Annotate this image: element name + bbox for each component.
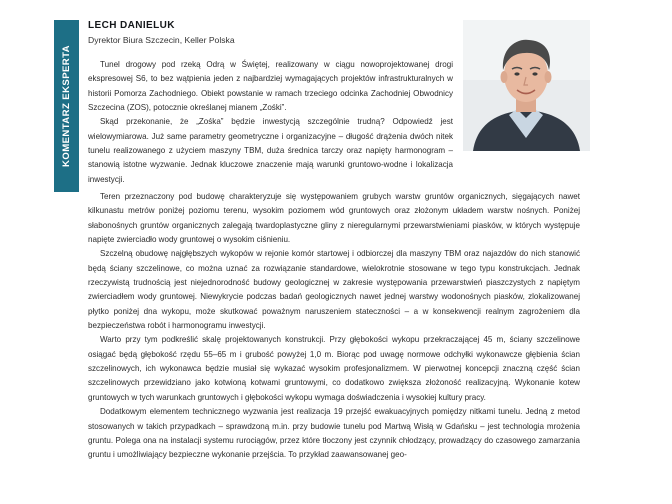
body-paragraph: Teren przeznaczony pod budowę charakteryzuje się występowaniem grubych warstw gruntów organicznych, sięgających nawet kilkunastu metrów poniżej poziomu terenu, wysokim poziomem wód gruntowych oraz złożonym układem warstw nośnych. Poniżej słabonośnych gruntów organicznych zalegają twardoplastyczne gliny z nieregularnymi przewarstwieniami piasków, w których występuje napięte zwierciadło wody gruntowej o wysokim ciśnieniu. xyxy=(88,192,580,245)
intro-paragraph: Skąd przekonanie, że „Zośka” będzie inwestycją szczególnie trudną? Odpowiedź jest wielowymiarowa. Już same parametry geometryczne i organizacyjne – długość drążenia dwóch nitek tunelu realizowanego z użyciem maszyny TBM, duża średnica tarczy oraz napięty harmonogram – stanowią istotne wyzwanie. Jednak kluczowe znaczenie mają warunki gruntowo-wodne i lokalizacja inwestycji. xyxy=(88,117,453,184)
body-paragraph: Szczelną obudowę najgłębszych wykopów w rejonie komór startowej i odbiorczej dla maszyny TBM oraz najazdów do nich stanowić będą ściany szczelinowe, co można uznać za rozwiązanie standardowe, wielokrotnie stosowane w tego typu konstrukcjach. Jednak rzeczywistą trudnością jest niejednorodność budowy geologicznej w zakresie występowania przewarstwień piaszczystych z napiętym zwierciadłem wody gruntowej. Niewykrycie podczas badań geologicznych nawet jednej warstwy wodonośnych piasków, zlokalizowanej płytko poniżej dna wykopu, może skutkować poważnym naruszeniem stateczności – a w konsekwencji realnym zagrożeniem dla bezpieczeństwa robót i harmonogramu inwestycji. xyxy=(88,249,580,331)
article-body xyxy=(88,190,580,463)
intro-text xyxy=(88,58,453,187)
intro-paragraph: Tunel drogowy pod rzeką Odrą w Świętej, realizowany w ciągu nowoprojektowanej drogi ekspresowej S6, to bez wątpienia jeden z najbardziej wymagających projektów infrastrukturalnych w historii Pomorza Zachodniego. Obiekt powstanie w ramach trzeciego odcinka Zachodniej Obwodnicy Szczecina (ZOS), potocznie określanej mianem „Zośki”. xyxy=(88,60,453,113)
author-photo xyxy=(463,20,590,151)
body-paragraph: Warto przy tym podkreślić skalę projektowanych konstrukcji. Przy głębokości wykopu przekraczającej 45 m, ściany szczelinowe osiągać będą głębokość rzędu 55–65 m i grubość powyżej 1,0 m. Biorąc pod uwagę normowe odchyłki wykonawcze głębienia ścian szczelinowych, ich wykonawca będzie musiał się wykazać wysokim profesjonalizmem. W pierwotnej koncepcji znaczną część ścian szczelinowych przewidziano jako kotwioną kotwami gruntowymi, co dodatkowo zwiększa złożoność realizacyjną. Wykonanie kotew gruntowych w tych warunkach gruntowych i głębokości wykopu wymaga doświadczenia i wysokiej kultury pracy. xyxy=(88,335,580,402)
body-paragraph: Dodatkowym elementem technicznego wyzwania jest realizacja 19 przejść ewakuacyjnych pomiędzy nitkami tunelu. Jedną z metod stosowanych w takich przypadkach – sprawdzoną m.in. przy budowie tunelu pod Martwą Wisłą w Gdańsku – jest technologia mrożenia gruntu. Polega ona na instalacji systemu rurociągów, przez które tłoczony jest czynnik chłodzący, prowadzący do czasowego zamarzania gruntu i umożliwiający bezpieczne wykonanie przejścia. To przykład zaawansowanej geo- xyxy=(88,407,580,460)
author-name: LECH DANIELUK xyxy=(88,20,175,31)
author-role: Dyrektor Biura Szczecin, Keller Polska xyxy=(88,35,235,45)
author-block xyxy=(88,20,235,45)
sidebar-label: KOMENTARZ EKSPERTA xyxy=(61,45,72,167)
author-portrait-icon xyxy=(463,20,590,151)
sidebar-expert-comment xyxy=(54,20,79,192)
